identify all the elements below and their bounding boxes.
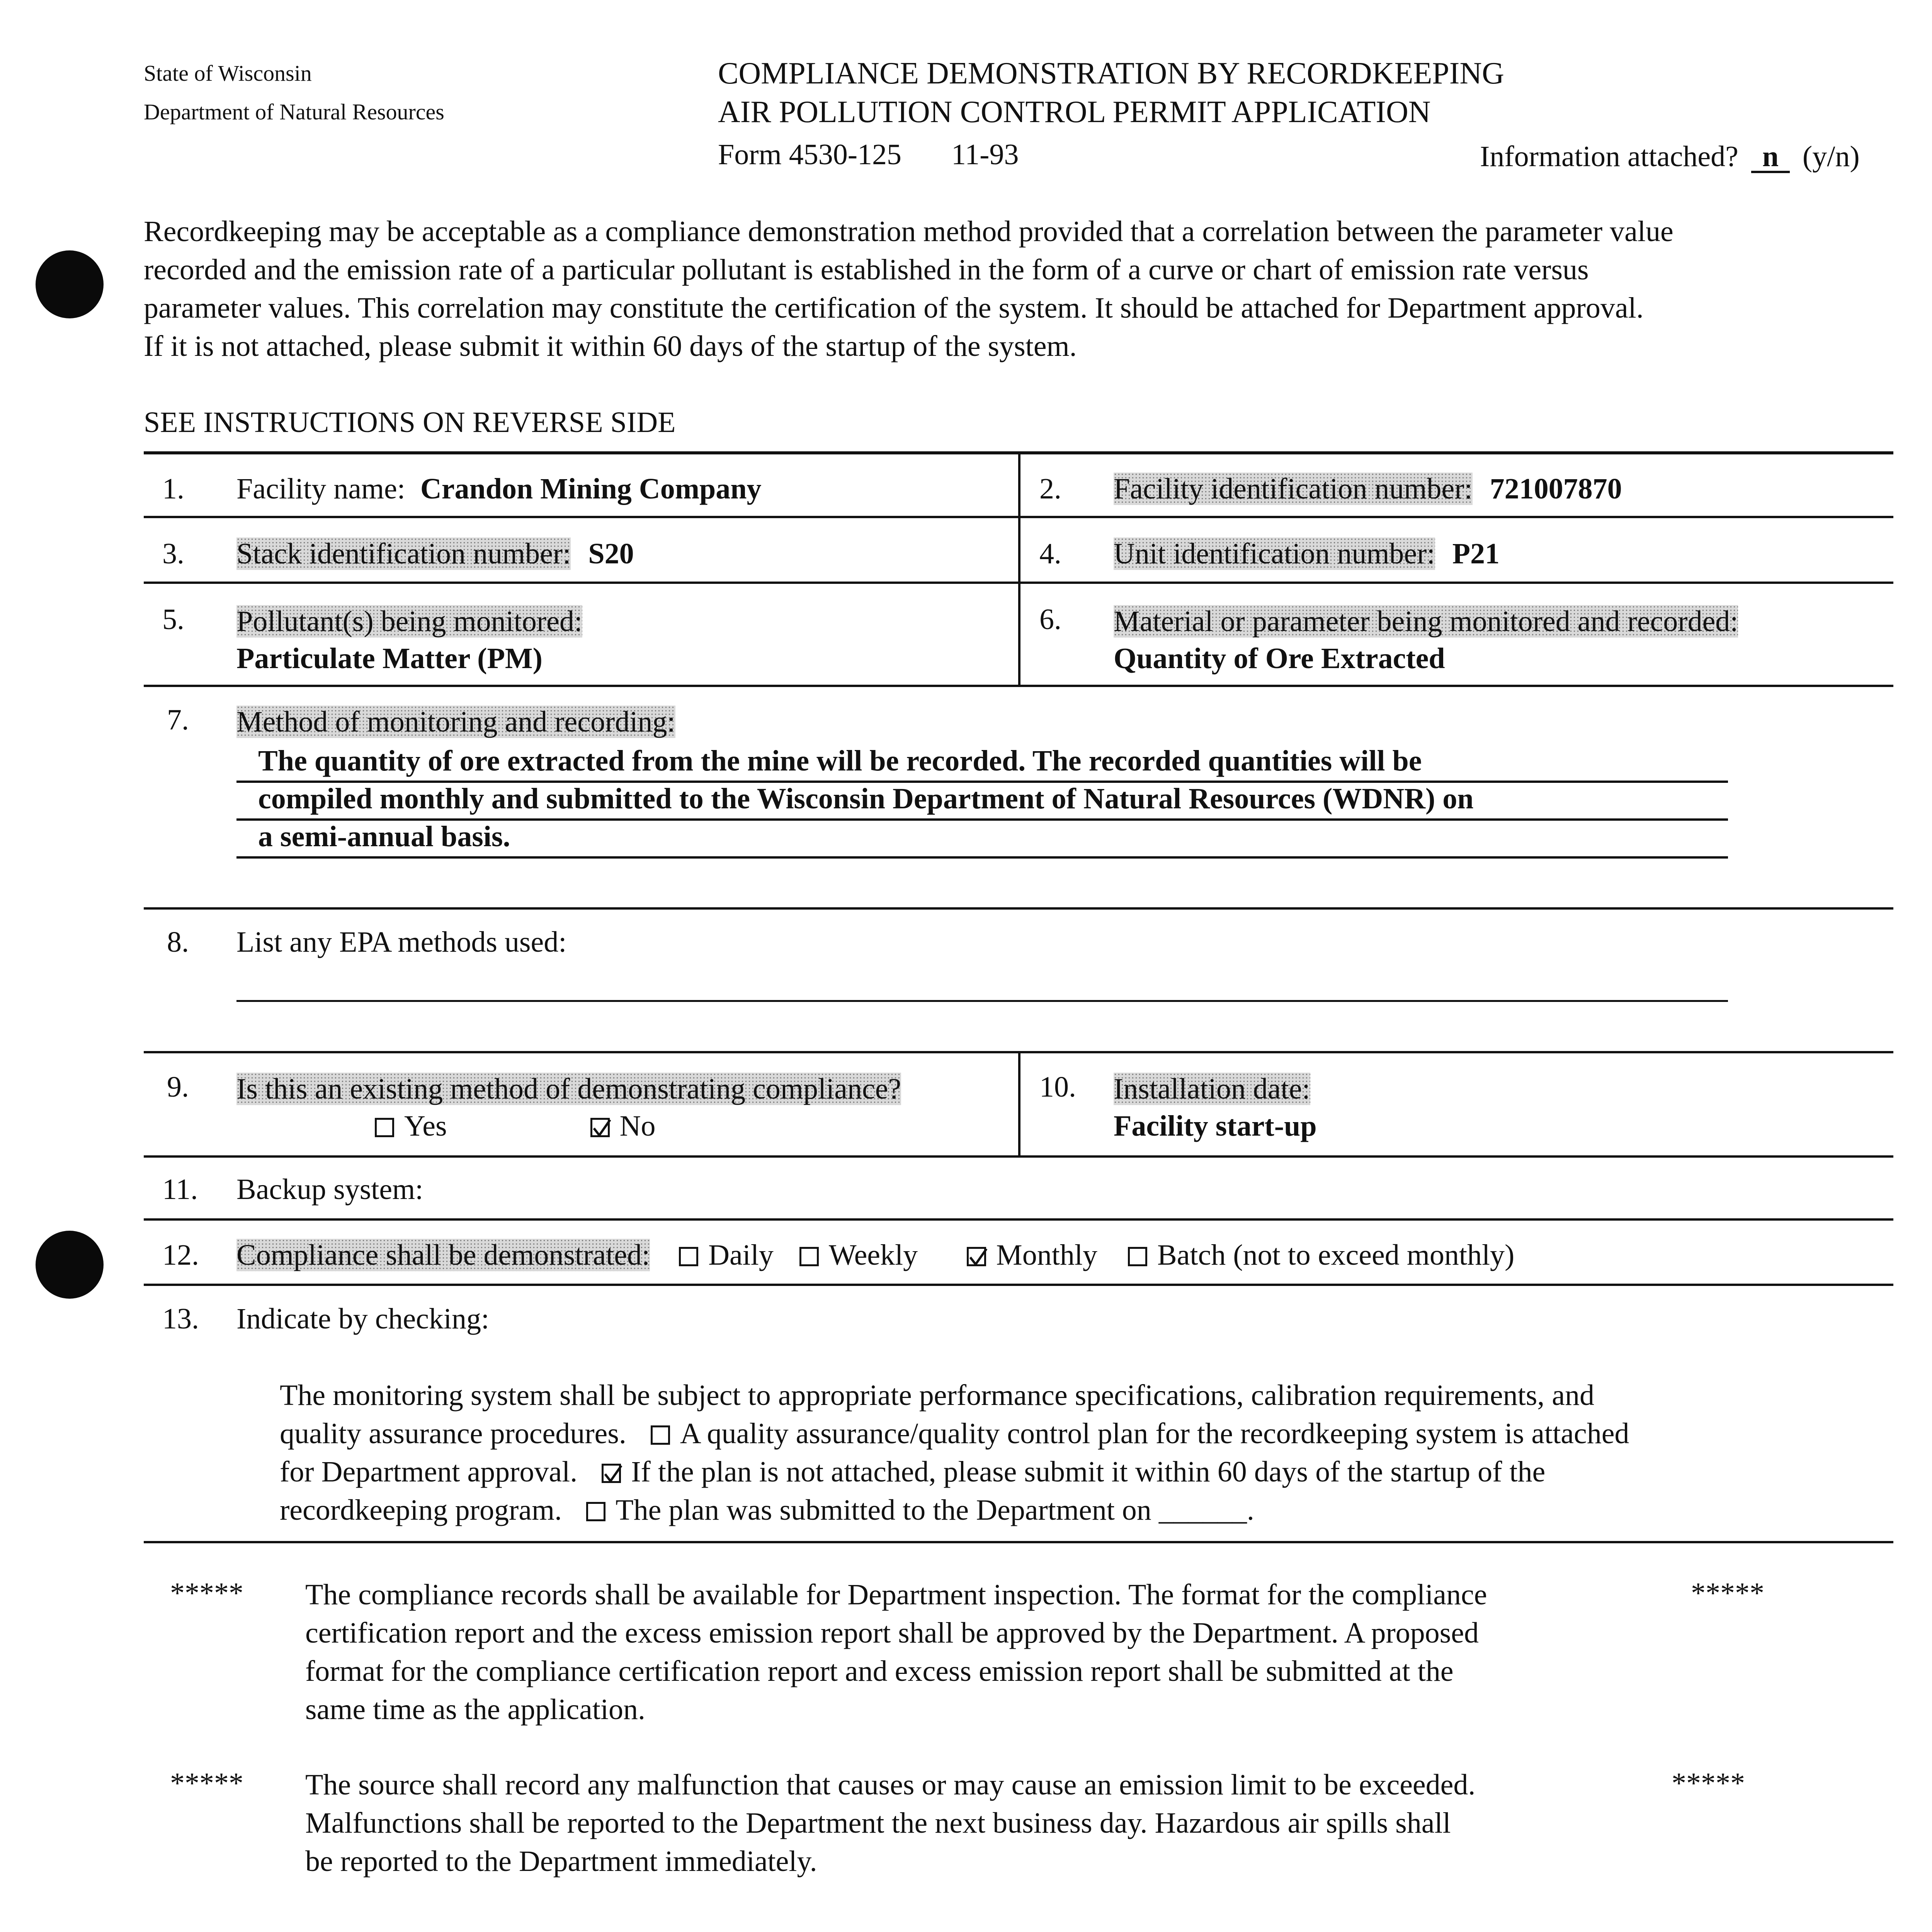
installation-date-value[interactable]: Facility start-up [1114,1110,1317,1142]
field-6-number: 6. [1039,603,1061,636]
field-2-number: 2. [1039,473,1061,505]
field-7 [236,703,675,740]
field-13-number: 13. [162,1303,199,1335]
form-title-line-1: COMPLIANCE DEMONSTRATION BY RECORDKEEPING [718,56,1504,90]
field-4-number: 4. [1039,537,1061,570]
note-1-stars-left: ***** [170,1577,243,1609]
field-6 [1114,603,1738,677]
pollutant-value[interactable]: Particulate Matter (PM) [236,642,543,675]
binder-hole-top [36,250,104,318]
intro-paragraph: Recordkeeping may be acceptable as a compliance demonstration method provided that a correlation between the parameter value recorded and the emission rate of a particular pollutant is established in the form of a curve or chart of emission rate versus parameter values. This correlation may constitute the certification of the system. It should be attached for Department approval. If it is not attached, please submit it within 60 days of the startup of the system. [144,215,1673,362]
column-divider-top [1018,451,1020,687]
facility-name-value[interactable]: Crandon Mining Company [420,473,762,505]
info-attached-value[interactable]: n [1751,142,1790,173]
rule-row7 [144,907,1893,910]
q9-yes-label: Yes [404,1110,447,1142]
agency-name [144,54,444,131]
q9-no-label: No [619,1110,656,1142]
note-1-stars-right: ***** [1691,1577,1764,1609]
note-1: The compliance records shall be available for Department inspection. The format for the compliance certification report and the excess emission report shall be approved by the Department. A proposed format for the compliance certification report and excess emission report shall be submitted at the same time as the application. [305,1578,1487,1726]
form-title [718,54,1504,131]
q9-no-checkbox[interactable] [590,1118,610,1137]
field-1 [236,472,762,506]
method-text[interactable]: The quantity of ore extracted from the mine will be recorded. The recorded quantities will be compiled monthly and submitted to the Wisconsin Department of Natural Resources (WDNR) on a semi-annual basis. [258,745,1474,853]
field-9-number: 9. [167,1071,189,1103]
binder-hole-middle [36,1231,104,1299]
q12-batch-label: Batch (not to exceed monthly) [1157,1239,1515,1271]
field-13-label: Indicate by checking: [236,1303,490,1335]
agency-line-2: Department of Natural Resources [144,99,444,124]
field-10-number: 10. [1039,1071,1076,1103]
form-date: 11-93 [951,138,1019,171]
field-1-label: Facility name: [236,473,405,505]
checkmark-icon [591,1117,612,1140]
field-4 [1114,537,1500,571]
method-underline-3 [236,856,1728,859]
q9-yes-checkbox[interactable] [375,1118,394,1137]
stack-id-value[interactable]: S20 [588,537,634,570]
field-3-label: Stack identification number: [236,537,571,570]
field-10-label: Installation date: [1114,1073,1310,1105]
facility-id-value[interactable]: 721007870 [1490,473,1622,505]
submission-date-field[interactable]: ______. [1158,1494,1254,1526]
rule-row13 [144,1541,1893,1543]
field-3 [236,537,634,571]
q12-daily-checkbox[interactable] [679,1247,698,1266]
q12-monthly-label: Monthly [996,1239,1097,1271]
field-9-label: Is this an existing method of demonstrating compliance? [236,1073,901,1105]
q13-qa-attached-checkbox[interactable] [651,1425,670,1445]
note-2-stars-left: ***** [170,1767,243,1799]
field-12 [236,1238,1514,1272]
note-2: The source shall record any malfunction that causes or may cause an emission limit to be exceeded. Malfunctions shall be reported to the Department the next business day. Hazardous air spills shall be reported to the Department immediately. [305,1769,1476,1878]
form-number: Form 4530-125 11-93 [718,138,1019,171]
field-6-label: Material or parameter being monitored and recorded: [1114,605,1738,638]
field-9 [236,1070,901,1145]
q12-monthly-checkbox[interactable] [967,1247,986,1266]
epa-methods-input-line[interactable] [236,1000,1728,1002]
field-3-number: 3. [162,537,184,570]
field-12-label: Compliance shall be demonstrated: [236,1239,650,1271]
field-13-statement: The monitoring system shall be subject to appropriate performance specifications, calibration requirements, and quality assurance procedures. A quality assurance/quality control plan for the recordkeeping system is attached for Department approval. If the plan is not attached, please submit it within 60 days of the startup of the recordkeeping program. The plan was submitted to the Department on ______. [280,1379,1629,1526]
agency-line-1: State of Wisconsin [144,61,312,86]
field-7-number: 7. [167,704,189,736]
field-11-label: Backup system: [236,1173,423,1206]
field-2-label: Facility identification number: [1114,473,1473,505]
field-1-number: 1. [162,473,184,505]
field-10 [1114,1070,1317,1145]
q12-daily-label: Daily [708,1239,774,1271]
field-12-number: 12. [162,1239,199,1271]
instructions-note: SEE INSTRUCTIONS ON REVERSE SIDE [144,406,676,439]
q13-submitted-checkbox[interactable] [586,1502,605,1521]
q12-batch-checkbox[interactable] [1128,1247,1147,1266]
field-2 [1114,472,1622,506]
checkmark-icon [602,1463,624,1486]
field-11-number: 11. [162,1173,198,1206]
field-4-label: Unit identification number: [1114,537,1435,570]
form-title-line-2: AIR POLLUTION CONTROL PERMIT APPLICATION [718,95,1431,129]
field-8-number: 8. [167,926,189,958]
checkmark-icon [967,1246,989,1269]
info-attached: Information attached? n (y/n) [1480,140,1860,173]
field-5 [236,603,582,677]
q12-weekly-checkbox[interactable] [799,1247,819,1266]
q13-not-attached-checkbox[interactable] [602,1464,621,1483]
field-5-number: 5. [162,603,184,636]
rule-row12 [144,1284,1893,1286]
field-5-label: Pollutant(s) being monitored: [236,605,583,638]
q12-weekly-label: Weekly [828,1239,918,1271]
note-2-stars-right: ***** [1672,1767,1745,1799]
rule-row11 [144,1218,1893,1221]
field-8-label: List any EPA methods used: [236,926,567,958]
parameter-value[interactable]: Quantity of Ore Extracted [1114,642,1445,675]
unit-id-value[interactable]: P21 [1452,537,1500,570]
field-7-label: Method of monitoring and recording: [236,706,675,738]
column-divider-row9 [1018,1051,1020,1158]
